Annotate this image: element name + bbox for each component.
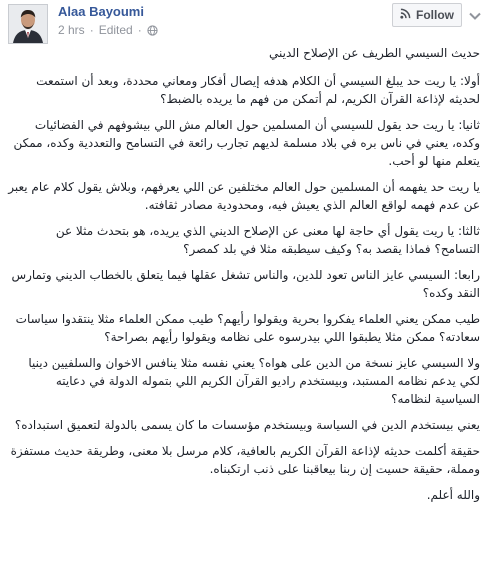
post-content	[8, 44, 480, 512]
paragraph-10: والله أعلم.	[426, 488, 480, 502]
post-meta	[58, 23, 158, 37]
paragraph-3: يا ريت حد يفهمه أن المسلمين حول العالم مختلفين عن اللي يعرفهم، وبلاش يقول كلام عام يعبر عن عدم فهمه لواقع العالم الذي يعيش فيه، ومحدودية مصادر ثقافته.	[8, 180, 480, 212]
author-avatar[interactable]	[8, 4, 48, 44]
paragraph-8: يعني بيستخدم الدين في السياسة وبيستخدم مؤسسات ما كان يسمى بالدولة لتعميق استبداده؟	[14, 418, 480, 432]
follow-button[interactable]	[392, 3, 462, 27]
meta-separator-2: ·	[137, 23, 142, 37]
post-options-button[interactable]	[466, 5, 484, 23]
paragraph-4: ثالثا: يا ريت يقول أي حاجة لها معنى عن الإصلاح الديني الذي يريده، هو بتحدث مثلا عن التسامح؟ فماذا يقصد به؟ وكيف سيطبقه مثلا في بلد كمصر؟	[55, 224, 480, 256]
edited-label[interactable]: Edited	[98, 23, 133, 37]
paragraph-6: طيب ممكن يعني العلماء يفكروا بحرية ويقولوا رأيهم؟ طيب ممكن العلماء مثلا ينتقدوا سياسات سعادته؟ ممكن مثلا يطبقوا اللي بيدرسوه على نظامه ويقولوا رأيهم بصراحة؟	[15, 312, 480, 344]
post-time[interactable]: 2 hrs	[58, 23, 85, 37]
paragraph-5: رابعا: السيسي عايز الناس تعود للدين، والناس تشغل عقلها فيما يتعلق بالخطاب الديني وتمارس النقد وكده؟	[11, 268, 480, 300]
post-title: حديث السيسي الطريف عن الإصلاح الديني	[269, 46, 480, 60]
author-name[interactable]: Alaa Bayoumi	[58, 4, 144, 19]
rss-icon	[400, 8, 411, 22]
avatar-photo	[9, 5, 47, 43]
follow-label: Follow	[416, 8, 454, 22]
globe-icon[interactable]	[147, 25, 158, 36]
chevron-down-icon	[469, 5, 481, 24]
paragraph-2: ثانيا: يا ريت حد يقول للسيسي أن المسلمين حول العالم مش اللي بيشوفهم في الفضائيات وكده، يعني في ناس بره في بلاد مسلمة لديهم تجارب رائعة في التسامح والتعددية وكده، ممكن يتعلم منها لو أحب.	[13, 118, 480, 168]
paragraph-7: ولا السيسي عايز نسخة من الدين على هواه؟ يعني نفسه مثلا ينافس الاخوان والسلفيين دينيا لكي يدعم نظامه المستبد، وبيستخدم راديو القرآن الكريم اللي بتموله الدولة في دعايته السياسية لنظامه؟	[28, 356, 480, 406]
paragraph-9: حقيقة أكلمت حديثه لإذاعة القرآن الكريم بالعافية، كلام مرسل بلا معنى، وطريقة حديث مستفزة ومملة، حقيقة حسيت إن ربنا بيعاقبنا على ذنب ارتكبناه.	[10, 444, 480, 476]
paragraph-1: أولا: يا ريت حد يبلغ السيسي أن الكلام هدفه إيصال أفكار ومعاني محددة، وبعد أن استمعت لحديثه لإذاعة القرآن الكريم، لم أتمكن من فهم ما يريده بالضبط؟	[36, 74, 480, 106]
meta-separator: ·	[89, 23, 94, 37]
